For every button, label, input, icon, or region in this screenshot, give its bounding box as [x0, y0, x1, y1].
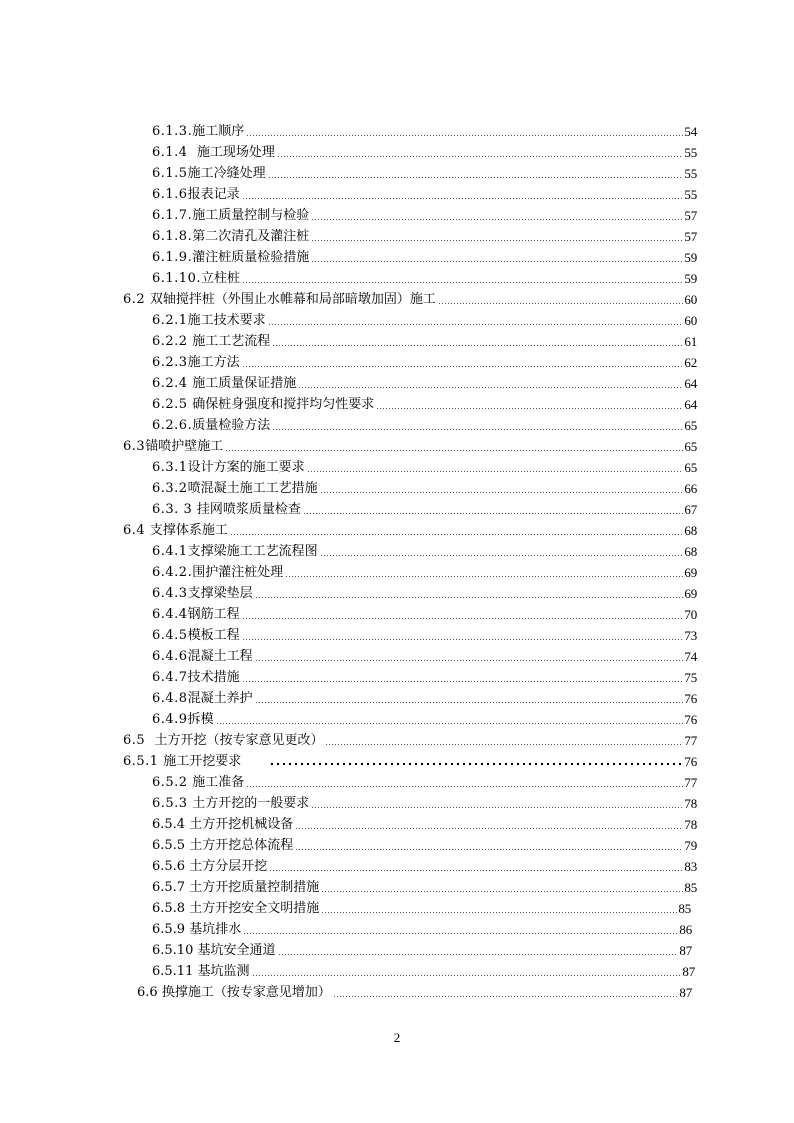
toc-entry-page: 59 — [684, 271, 697, 286]
page-number: 2 — [393, 1030, 401, 1045]
toc-entry-title: 技术措施 — [187, 670, 240, 685]
toc-entry-number: 6.5.11 — [152, 964, 198, 979]
toc-entry-page: 70 — [684, 607, 697, 622]
dot-leader — [268, 175, 684, 179]
toc-entry-title: 设计方案的施工要求 — [187, 460, 305, 475]
toc-entry-page: 66 — [684, 481, 697, 496]
toc-entry-page: 87 — [679, 985, 692, 1000]
toc-entry-number: 6.1.7. — [152, 208, 193, 223]
dot-leader — [285, 574, 683, 578]
toc-entry-title: 混凝土工程 — [187, 649, 253, 664]
toc-entry-page: 86 — [679, 922, 692, 937]
toc-entry-page: 87 — [679, 943, 692, 958]
toc-entry-page: 60 — [684, 313, 697, 328]
toc-entry-page: 55 — [684, 166, 697, 181]
dot-leader — [243, 931, 678, 935]
dot-leader — [325, 742, 683, 746]
dot-leader — [320, 553, 684, 557]
dot-leader — [268, 322, 684, 326]
toc-entry-number: 6.3 — [123, 439, 146, 454]
toc-entry-title: 支撑梁垫层 — [187, 586, 253, 601]
toc-entry-6-5-9[interactable] — [152, 918, 692, 938]
toc-entry-title: 施工工艺流程 — [192, 334, 271, 349]
toc-entry-6-1-7[interactable] — [152, 204, 697, 224]
toc-entry-number: 6.4.3 — [152, 586, 188, 601]
toc-entry-6-6[interactable] — [137, 981, 692, 1001]
toc-entry-title: 换撑施工（按专家意见增加） — [161, 985, 331, 1000]
dot-leader — [333, 994, 679, 998]
toc-entry-page: 62 — [684, 355, 697, 370]
toc-entry-6-4-4[interactable] — [152, 603, 697, 623]
toc-entry-6-4-1[interactable] — [152, 540, 697, 560]
toc-entry-page: 61 — [684, 334, 697, 349]
toc-entry-number: 6.5.7 — [152, 880, 190, 895]
toc-entry-6-4-8[interactable] — [152, 687, 697, 707]
toc-entry-number: 6.5 — [123, 733, 155, 748]
dot-leader — [252, 973, 682, 977]
toc-entry-page: 76 — [684, 712, 697, 727]
toc-entry-number: 6.4.6 — [152, 649, 188, 664]
toc-entry-number: 6.2.1 — [152, 313, 188, 328]
toc-entry-title: 施工质量保证措施 — [192, 376, 297, 391]
toc-entry-6-4-5[interactable] — [152, 624, 697, 644]
toc-entry-page: 78 — [684, 796, 697, 811]
toc-entry-title: 施工方法 — [187, 355, 240, 370]
toc-entry-number: 6.3.1 — [152, 460, 188, 475]
toc-entry-6-5-10[interactable] — [152, 939, 692, 959]
toc-entry-title: 支撑梁施工工艺流程图 — [187, 544, 318, 559]
toc-entry-6-2-5[interactable] — [152, 393, 697, 413]
toc-entry-title: 土方开挖质量控制措施 — [189, 880, 320, 895]
toc-entry-number: 6.3. 3 — [152, 502, 197, 517]
toc-entry-6-3-2[interactable] — [152, 477, 697, 497]
toc-entry-number: 6.4 — [123, 523, 150, 538]
toc-entry-page: 65 — [684, 460, 697, 475]
toc-entry-title: 第二次清孔及灌注桩 — [192, 229, 310, 244]
toc-entry-title: 基坑排水 — [189, 922, 242, 937]
toc-entry-6-3-3[interactable] — [152, 498, 697, 518]
toc-entry-6-1-9[interactable] — [152, 246, 697, 266]
dot-leader — [242, 616, 684, 620]
toc-entry-6-4[interactable] — [123, 519, 697, 539]
toc-entry-title: 确保桩身强度和搅拌均匀性要求 — [192, 397, 375, 412]
toc-entry-title: 钢筋工程 — [187, 607, 240, 622]
toc-entry-number: 6.4.8 — [152, 691, 188, 706]
toc-entry-page: 76 — [684, 691, 697, 706]
toc-entry-6-1-6[interactable] — [152, 183, 697, 203]
toc-entry-6-5-2[interactable] — [152, 771, 697, 791]
toc-entry-6-5-3[interactable] — [152, 792, 697, 812]
toc-entry-6-4-7[interactable] — [152, 666, 697, 686]
dot-leader — [320, 490, 684, 494]
toc-entry-page: 65 — [684, 439, 697, 454]
toc-entry-title: 土方开挖安全文明措施 — [189, 901, 320, 916]
toc-entry-6-2-4[interactable] — [152, 372, 697, 392]
toc-entry-page: 77 — [684, 775, 697, 790]
toc-entry-6-5-11[interactable] — [152, 960, 695, 980]
toc-entry-6-5-4[interactable] — [152, 813, 697, 833]
toc-entry-6-2-3[interactable] — [152, 351, 697, 371]
dot-leader — [255, 658, 684, 662]
toc-entry-page: 78 — [684, 817, 697, 832]
toc-entry-6-5-7[interactable] — [152, 876, 697, 896]
toc-entry-page: 64 — [684, 397, 697, 412]
toc-entry-number: 6.5.9 — [152, 922, 190, 937]
toc-entry-page: 75 — [684, 670, 697, 685]
dot-leader — [255, 595, 684, 599]
dot-leader — [311, 238, 683, 242]
toc-entry-title: 施工现场处理 — [196, 145, 275, 160]
toc-entry-6-4-2[interactable] — [152, 561, 697, 581]
toc-entry-title: 拆模 — [187, 712, 214, 727]
toc-entry-number: 6.5.8 — [152, 901, 190, 916]
toc-entry-6-1-8[interactable] — [152, 225, 697, 245]
toc-entry-number: 6.1.8. — [152, 229, 193, 244]
toc-entry-number: 6.2.6. — [152, 418, 193, 433]
toc-entry-number: 6.5.3 — [152, 796, 193, 811]
toc-entry-number: 6.4.7 — [152, 670, 188, 685]
dot-leader — [303, 511, 684, 515]
toc-entry-page: 69 — [684, 565, 697, 580]
toc-entry-title: 施工技术要求 — [187, 313, 266, 328]
toc-entry-number: 6.5.2 — [152, 775, 193, 790]
toc-entry-number: 6.3.2 — [152, 481, 188, 496]
toc-entry-title: 报表记录 — [187, 187, 240, 202]
toc-entry-number: 6.2.4 — [152, 376, 193, 391]
dot-leader — [311, 805, 683, 809]
toc-entry-6-1-4[interactable] — [152, 141, 697, 161]
toc-entry-title: 施工冷缝处理 — [187, 166, 266, 181]
toc-entry-title: 挂网喷浆质量检查 — [196, 502, 301, 517]
toc-entry-page: 59 — [684, 250, 697, 265]
toc-entry-number: 6.2.2 — [152, 334, 193, 349]
toc-entry-title: 土方开挖机械设备 — [189, 817, 294, 832]
toc-entry-title: 土方分层开挖 — [189, 859, 268, 874]
toc-entry-title: 模板工程 — [187, 628, 240, 643]
toc-entry-page: 74 — [684, 649, 697, 664]
dot-leader — [269, 868, 683, 872]
toc-entry-number: 6.5.1 — [123, 754, 164, 769]
toc-entry-6-1-3[interactable] — [152, 120, 697, 140]
toc-entry-title: 立柱桩 — [200, 271, 240, 286]
toc-entry-title: 施工质量控制与检验 — [192, 208, 310, 223]
toc-entry-number: 6.1.4 — [152, 145, 197, 160]
toc-entry-title: 质量检验方法 — [192, 418, 271, 433]
toc-entry-6-3[interactable] — [123, 435, 697, 455]
toc-entry-title: 灌注桩质量检验措施 — [192, 250, 310, 265]
toc-entry-6-1-10[interactable] — [152, 267, 697, 287]
dot-leader — [255, 700, 684, 704]
toc-entry-6-4-3[interactable] — [152, 582, 697, 602]
toc-entry-page: 65 — [684, 418, 697, 433]
toc-entry-number: 6.1.3. — [152, 124, 193, 139]
toc-entry-number: 6.2.5 — [152, 397, 193, 412]
toc-entry-6-2[interactable] — [123, 288, 697, 308]
toc-entry-6-2-1[interactable] — [152, 309, 697, 329]
toc-entry-number: 6.4.1 — [152, 544, 188, 559]
toc-entry-number: 6.5.4 — [152, 817, 190, 832]
toc-entry-title: 混凝土养护 — [187, 691, 253, 706]
toc-entry-page: 54 — [684, 124, 697, 139]
dot-leader — [269, 761, 683, 767]
dot-leader — [242, 364, 684, 368]
dot-leader — [295, 847, 683, 851]
dot-leader — [278, 952, 679, 956]
toc-entry-page: 57 — [684, 208, 697, 223]
dot-leader — [307, 469, 684, 473]
toc-entry-6-4-9[interactable] — [152, 708, 697, 728]
dot-leader — [216, 721, 684, 725]
toc-entry-page: 68 — [684, 523, 697, 538]
toc-entry-number: 6.1.9. — [152, 250, 193, 265]
toc-entry-page: 69 — [684, 586, 697, 601]
dot-leader — [242, 196, 684, 200]
toc-entry-page: 83 — [684, 859, 697, 874]
toc-entry-title: 土方开挖的一般要求 — [192, 796, 310, 811]
toc-entry-number: 6.4.5 — [152, 628, 188, 643]
toc-entry-title: 喷混凝土施工工艺措施 — [187, 481, 318, 496]
toc-entry-6-5[interactable] — [123, 729, 697, 749]
toc-entry-number: 6.4.9 — [152, 712, 188, 727]
toc-entry-title: 双轴搅拌桩（外围止水帷幕和局部暗墩加固）施工 — [149, 292, 436, 307]
dot-leader — [272, 343, 683, 347]
toc-entry-6-5-8[interactable] — [152, 897, 691, 917]
toc-entry-number: 6.6 — [137, 985, 162, 1000]
toc-entry-number: 6.5.5 — [152, 838, 190, 853]
toc-entry-page: 85 — [678, 901, 691, 916]
toc-entry-6-2-2[interactable] — [152, 330, 697, 350]
toc-entry-title: 土方开挖（按专家意见更改） — [154, 733, 324, 748]
dot-leader — [246, 133, 683, 137]
toc-entry-title: 基坑安全通道 — [197, 943, 276, 958]
dot-leader — [225, 448, 683, 452]
toc-entry-title: 锚喷护壁施工 — [145, 439, 224, 454]
toc-entry-page: 57 — [684, 229, 697, 244]
toc-entry-6-4-6[interactable] — [152, 645, 697, 665]
toc-entry-page: 64 — [684, 376, 697, 391]
toc-entry-number: 6.2.3 — [152, 355, 188, 370]
dot-leader — [242, 637, 684, 641]
toc-entry-number: 6.1.10. — [152, 271, 201, 286]
dot-leader — [311, 259, 683, 263]
toc-entry-title: 围护灌注桩处理 — [192, 565, 284, 580]
toc-entry-6-1-5[interactable] — [152, 162, 697, 182]
toc-entry-number: 6.4.4 — [152, 607, 188, 622]
dot-leader — [298, 385, 683, 389]
toc-entry-6-3-1[interactable] — [152, 456, 697, 476]
toc-entry-page: 68 — [684, 544, 697, 559]
toc-entry-page: 67 — [684, 502, 697, 517]
toc-entry-title: 基坑监测 — [197, 964, 250, 979]
dot-leader — [277, 154, 684, 158]
dot-leader — [321, 889, 683, 893]
toc-entry-title: 支撑体系施工 — [149, 523, 228, 538]
dot-leader — [230, 532, 684, 536]
dot-leader — [376, 406, 683, 410]
dot-leader — [272, 427, 683, 431]
toc-entry-number: 6.1.5 — [152, 166, 188, 181]
toc-entry-page: 87 — [682, 964, 695, 979]
dot-leader — [246, 784, 683, 788]
dot-leader — [438, 301, 684, 305]
toc-entry-number: 6.1.6 — [152, 187, 188, 202]
toc-entry-page: 76 — [684, 754, 697, 769]
dot-leader — [295, 826, 683, 830]
toc-entry-page: 55 — [684, 145, 697, 160]
toc-entry-6-5-1[interactable] — [123, 750, 697, 770]
toc-entry-6-5-5[interactable] — [152, 834, 697, 854]
toc-entry-number: 6.5.6 — [152, 859, 190, 874]
toc-entry-page: 79 — [684, 838, 697, 853]
dot-leader — [242, 280, 683, 284]
toc-entry-page: 60 — [684, 292, 697, 307]
toc-entry-number: 6.2 — [123, 292, 150, 307]
dot-leader — [321, 910, 677, 914]
toc-entry-page: 85 — [684, 880, 697, 895]
toc-entry-page: 77 — [684, 733, 697, 748]
toc-entry-title: 土方开挖总体流程 — [189, 838, 294, 853]
toc-entry-page: 73 — [684, 628, 697, 643]
toc-entry-title: 施工顺序 — [192, 124, 245, 139]
dot-leader — [242, 679, 684, 683]
toc-entry-title: 施工准备 — [192, 775, 245, 790]
dot-leader — [311, 217, 683, 221]
toc-entry-number: 6.4.2. — [152, 565, 193, 580]
toc-entry-title: 施工开挖要求 — [163, 754, 242, 769]
toc-entry-6-2-6[interactable] — [152, 414, 697, 434]
toc-entry-6-5-6[interactable] — [152, 855, 697, 875]
toc-entry-page: 55 — [684, 187, 697, 202]
toc-entry-number: 6.5.10 — [152, 943, 198, 958]
